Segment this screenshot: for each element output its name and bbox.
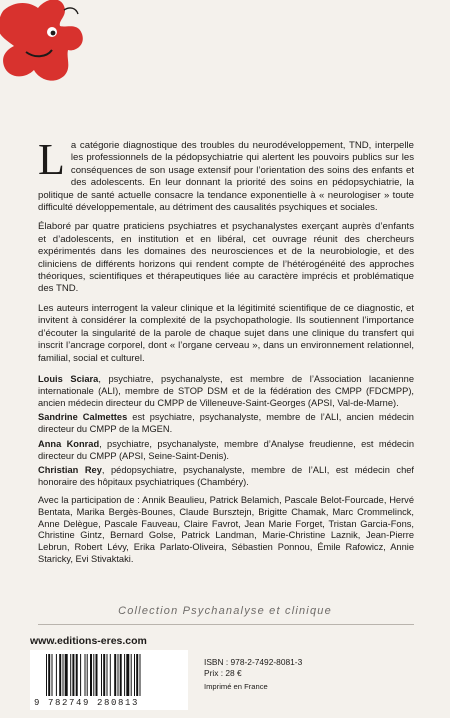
collection-name: Collection Psychanalyse et clinique <box>118 605 332 617</box>
intro-paragraph-2: Élaboré par quatre praticiens psychiatres et psychanalystes exerçant auprès d’enfants et d’adolescents, en institution et en libéral, cet ouvrage réunit des chercheurs expérimentés dans les domaines des neurosciences et de la neurobiologie, et des cliniciens de différents horizons qui rendent compte de l’hétérogénéité des approches théoriques, scientifiques et thérapeutiques liée au caractère imprécis et problématique des TND. <box>38 221 414 295</box>
author-name: Sandrine Calmettes <box>38 412 128 423</box>
divider <box>38 624 414 625</box>
participation-list: Avec la participation de : Annik Beaulieu, Patrick Belamich, Pascale Belot-Fourcade, Hervé Bentata, Marika Bergès-Bounes, Claude Bursztejn, Brigitte Chamak, Marc Crommelinck, Anne Delègue, Pascale Fauveau, Claire Favrot, Jean Marie Forget, Tristan Garcia-Fons, Christine Gintz, Bernard Golse, Patrick Landman, Marie-Christine Laznik, Jean-Pierre Lebrun, Robert Lévy, Erika Parlato-Oliveira, Sébastien Ponnou, Émile Rafowicz, Annie Staricky, Evi Stivaktaki. <box>38 495 414 565</box>
printed-in: Imprimé en France <box>204 682 268 691</box>
barcode-number: 9 782749 280813 <box>34 698 140 708</box>
author-description: , pédopsychiatre, psychanalyste, membre de l’ALI, est médecin chef honoraire des hôpitaux psychiatriques (Chambéry). <box>38 465 414 488</box>
author-bio <box>38 412 414 436</box>
isbn-block <box>204 657 302 692</box>
intro-paragraph-3: Les auteurs interrogent la valeur clinique et la légitimité scientifique de ce diagnostic, et invitent à considérer la complexité de la psychopathologie. Ils soutiennent l’importance d’écouter la singularité de la parole de chaque sujet dans une clinique du transfert qui inscrit l’ancrage corporel, dont « l’organe cerveau », dans un environnement relationnel, familial, social et culturel. <box>38 302 414 364</box>
author-bio <box>38 374 414 409</box>
author-name: Anna Konrad <box>38 438 100 449</box>
author-bio <box>38 439 414 463</box>
author-name: Christian Rey <box>38 465 102 476</box>
barcode-bars <box>46 654 172 698</box>
intro-paragraph-1 <box>38 135 414 214</box>
author-description: est psychiatre, psychanalyste, membre de l’ALI, ancien médecin directeur du CMPP de la MGEN. <box>38 412 414 435</box>
drop-cap: L <box>38 135 65 184</box>
barcode <box>30 650 188 710</box>
back-cover-text <box>38 135 414 569</box>
puzzle-logo <box>0 0 90 86</box>
author-name: Louis Sciara <box>38 373 99 384</box>
author-bio <box>38 465 414 489</box>
intro-paragraph-1-text: a catégorie diagnostique des troubles du neurodéveloppement, TND, interpelle les professionnels de la pédopsychiatrie qui alertent les pouvoirs publics sur les conséquences de son usage extensif pour l’orientation des soins des enfants et des adolescents. En leur donnant la priorité des soins en pédopsychiatrie, la politique de santé actuelle consacre la tendance exponentielle à « neurologiser » toute difficulté développementale, au détriment des causalités psychiques et sociales. <box>38 140 414 214</box>
publisher-website: www.editions-eres.com <box>30 635 147 647</box>
price: Prix : 28 € <box>204 668 242 678</box>
author-description: , psychiatre, psychanalyste, est membre de l’Association lacanienne internationale (ALI), membre de STOP DSM et de la fédération des CMPP (FDCMPP), ancien médecin directeur du CMPP de Villeneuve-Saint-Georges (APSI, Val-de-Marne). <box>38 373 414 408</box>
isbn: ISBN : 978-2-7492-8081-3 <box>204 657 303 667</box>
author-description: , psychiatre, psychanalyste, membre d’Analyse freudienne, est médecin directeur du CMPP (APSI, Seine-Saint-Denis). <box>38 438 414 461</box>
author-bios <box>38 374 414 566</box>
